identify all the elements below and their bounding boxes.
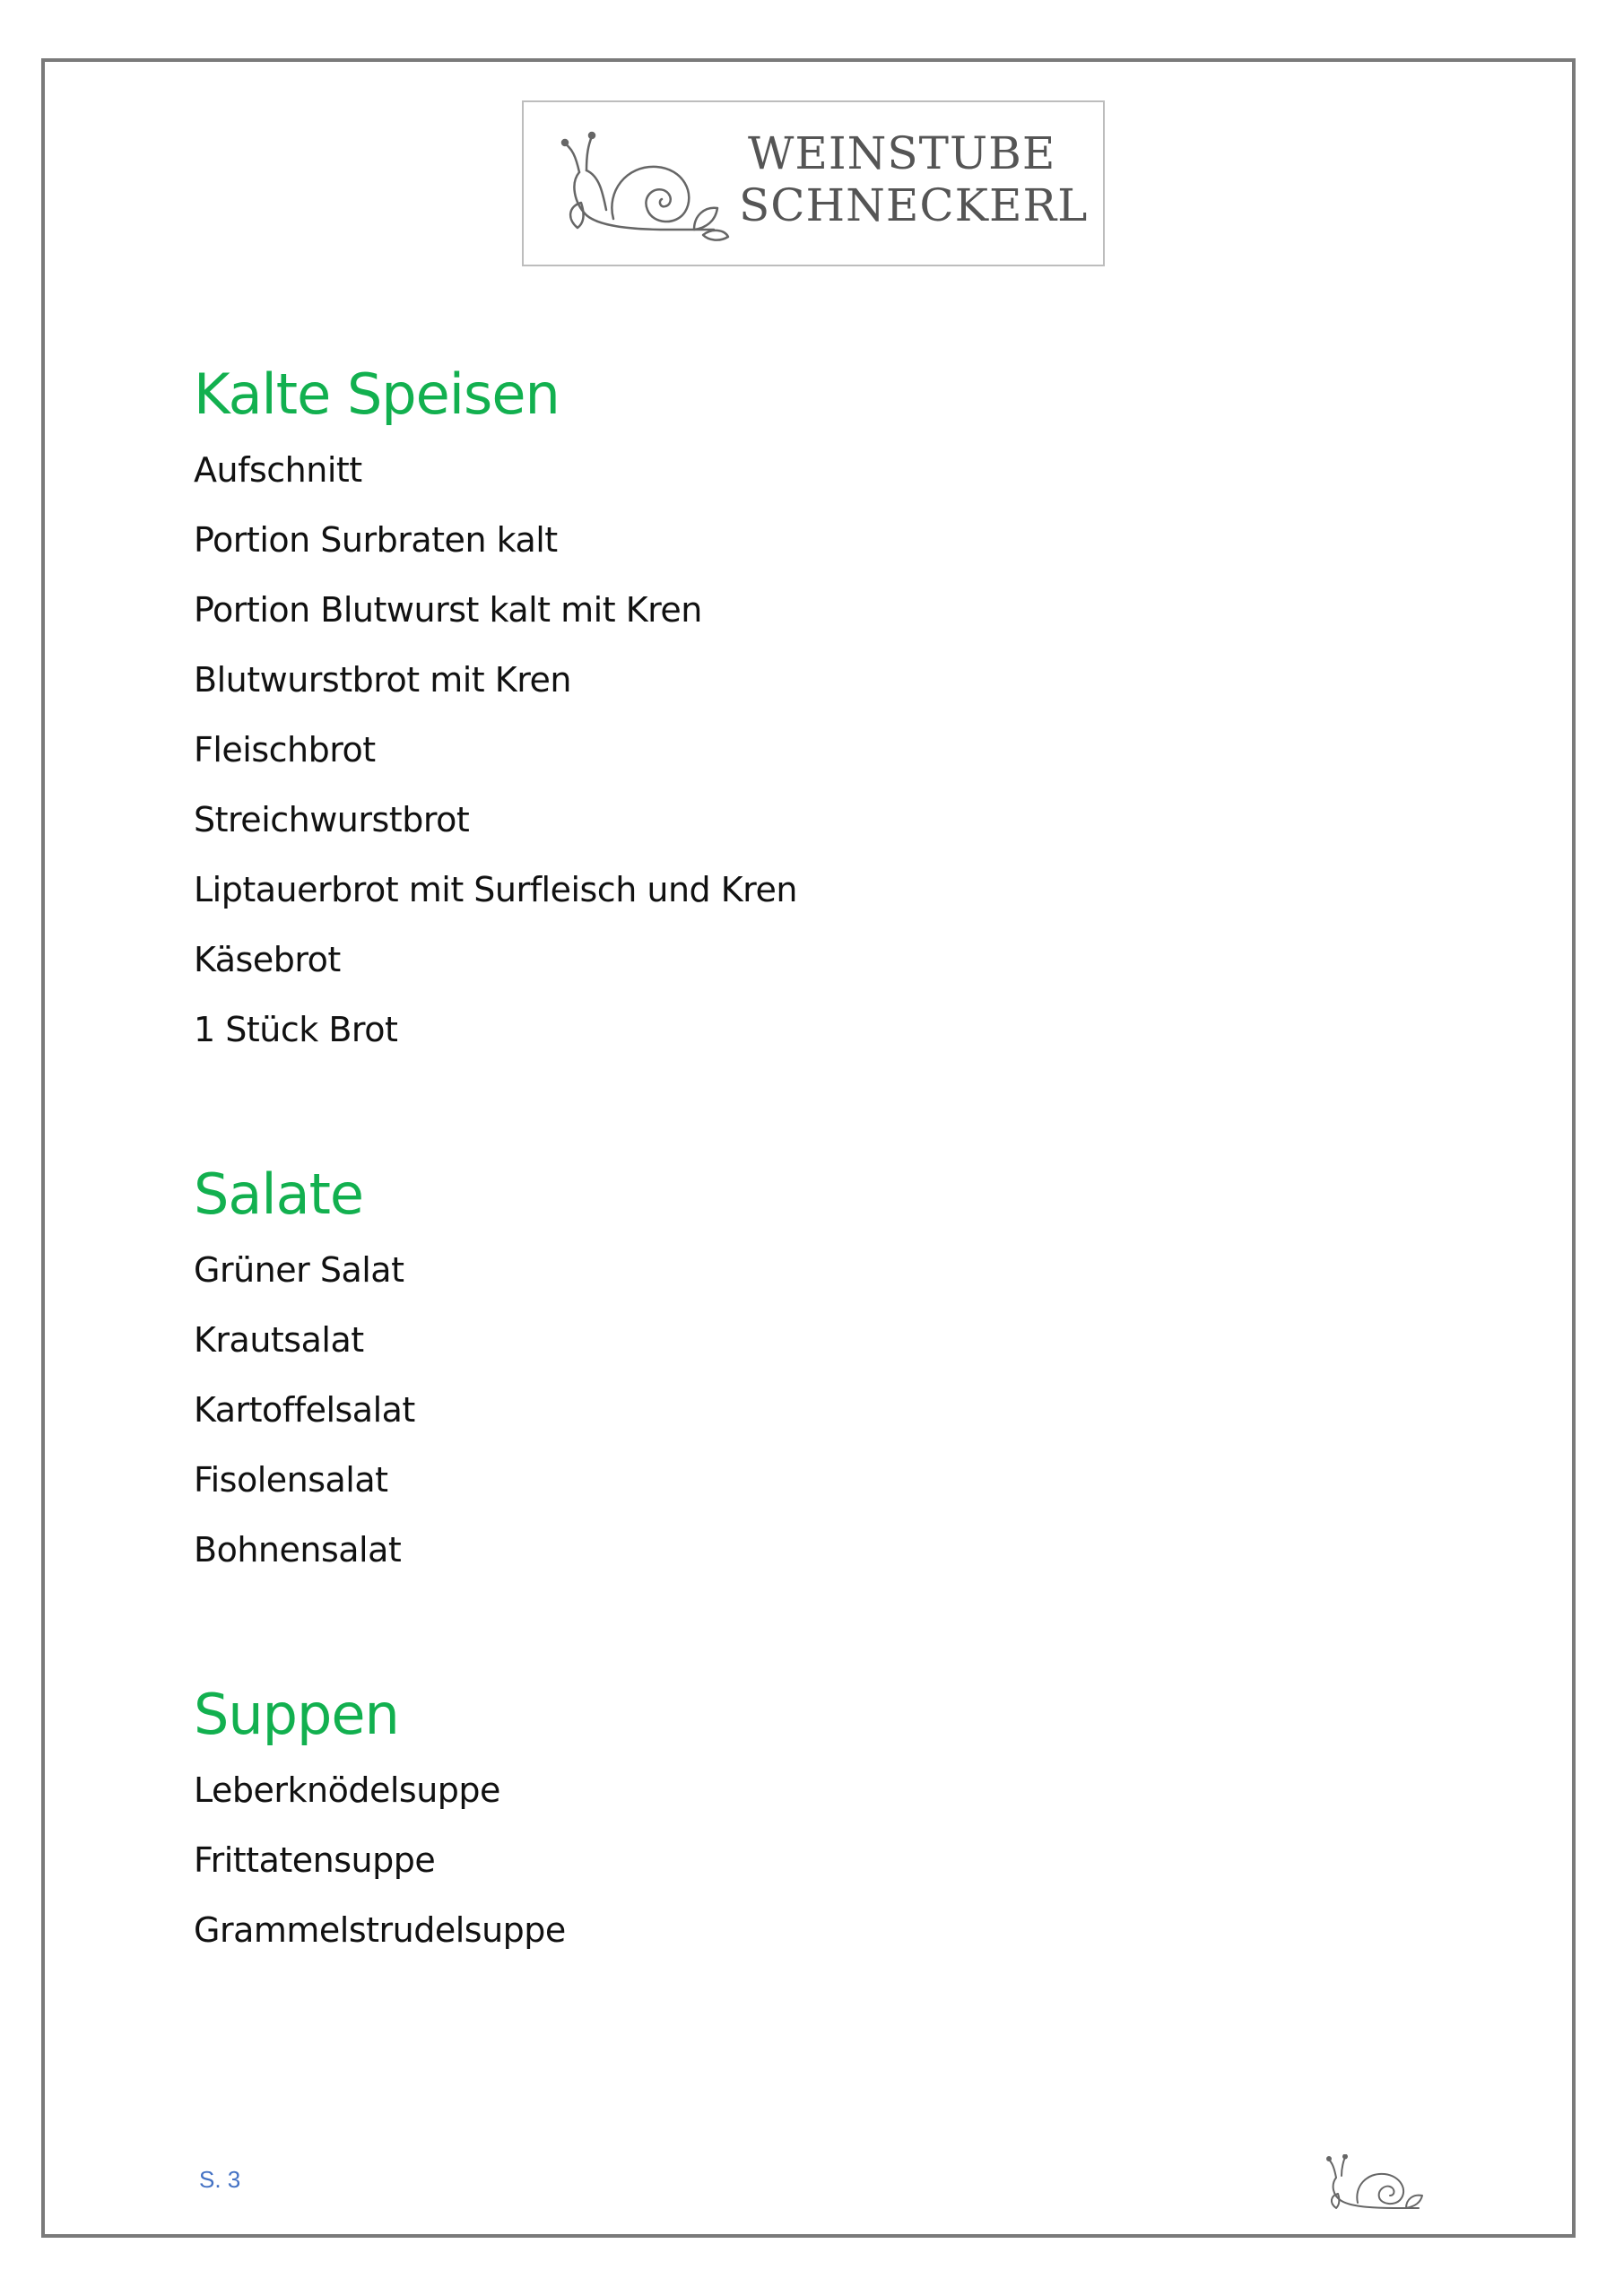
snail-icon xyxy=(560,129,730,246)
logo-line-1: WEINSTUBE xyxy=(748,127,1056,179)
menu-item: Grüner Salat xyxy=(194,1250,404,1290)
menu-item: Bohnensalat xyxy=(194,1530,402,1570)
logo-text xyxy=(739,127,1088,231)
section-title: Kalte Speisen xyxy=(194,361,560,427)
section-salate xyxy=(194,1154,1449,1585)
page-number: S. 3 xyxy=(199,2166,241,2193)
menu-item: Käsebrot xyxy=(194,940,341,979)
item-list xyxy=(194,435,1449,1065)
menu-item: Leberknödelsuppe xyxy=(194,1770,500,1810)
section-title: Suppen xyxy=(194,1682,399,1747)
menu-item: Fleischbrot xyxy=(194,730,376,770)
logo-line-2: SCHNECKERL xyxy=(739,179,1089,231)
snail-icon xyxy=(1325,2154,1429,2217)
section-suppen xyxy=(194,1674,1449,1965)
menu-item: Liptauerbrot mit Surfleisch und Kren xyxy=(194,870,797,909)
menu-item: Portion Surbraten kalt xyxy=(194,520,558,560)
menu-item: Streichwurstbrot xyxy=(194,800,470,839)
section-title: Salate xyxy=(194,1161,364,1227)
menu-item: Kartoffelsalat xyxy=(194,1390,415,1430)
menu-item: Krautsalat xyxy=(194,1320,364,1360)
menu-item: Aufschnitt xyxy=(194,450,362,490)
item-list xyxy=(194,1755,1449,1965)
menu-content xyxy=(194,354,1449,1965)
menu-item: Fisolensalat xyxy=(194,1460,388,1500)
item-list xyxy=(194,1235,1449,1585)
logo xyxy=(522,100,1105,266)
menu-item: 1 Stück Brot xyxy=(194,1010,398,1049)
menu-item: Frittatensuppe xyxy=(194,1840,436,1880)
menu-item: Grammelstrudelsuppe xyxy=(194,1910,566,1950)
menu-item: Blutwurstbrot mit Kren xyxy=(194,660,571,700)
section-kalte-speisen xyxy=(194,354,1449,1065)
menu-item: Portion Blutwurst kalt mit Kren xyxy=(194,590,702,630)
